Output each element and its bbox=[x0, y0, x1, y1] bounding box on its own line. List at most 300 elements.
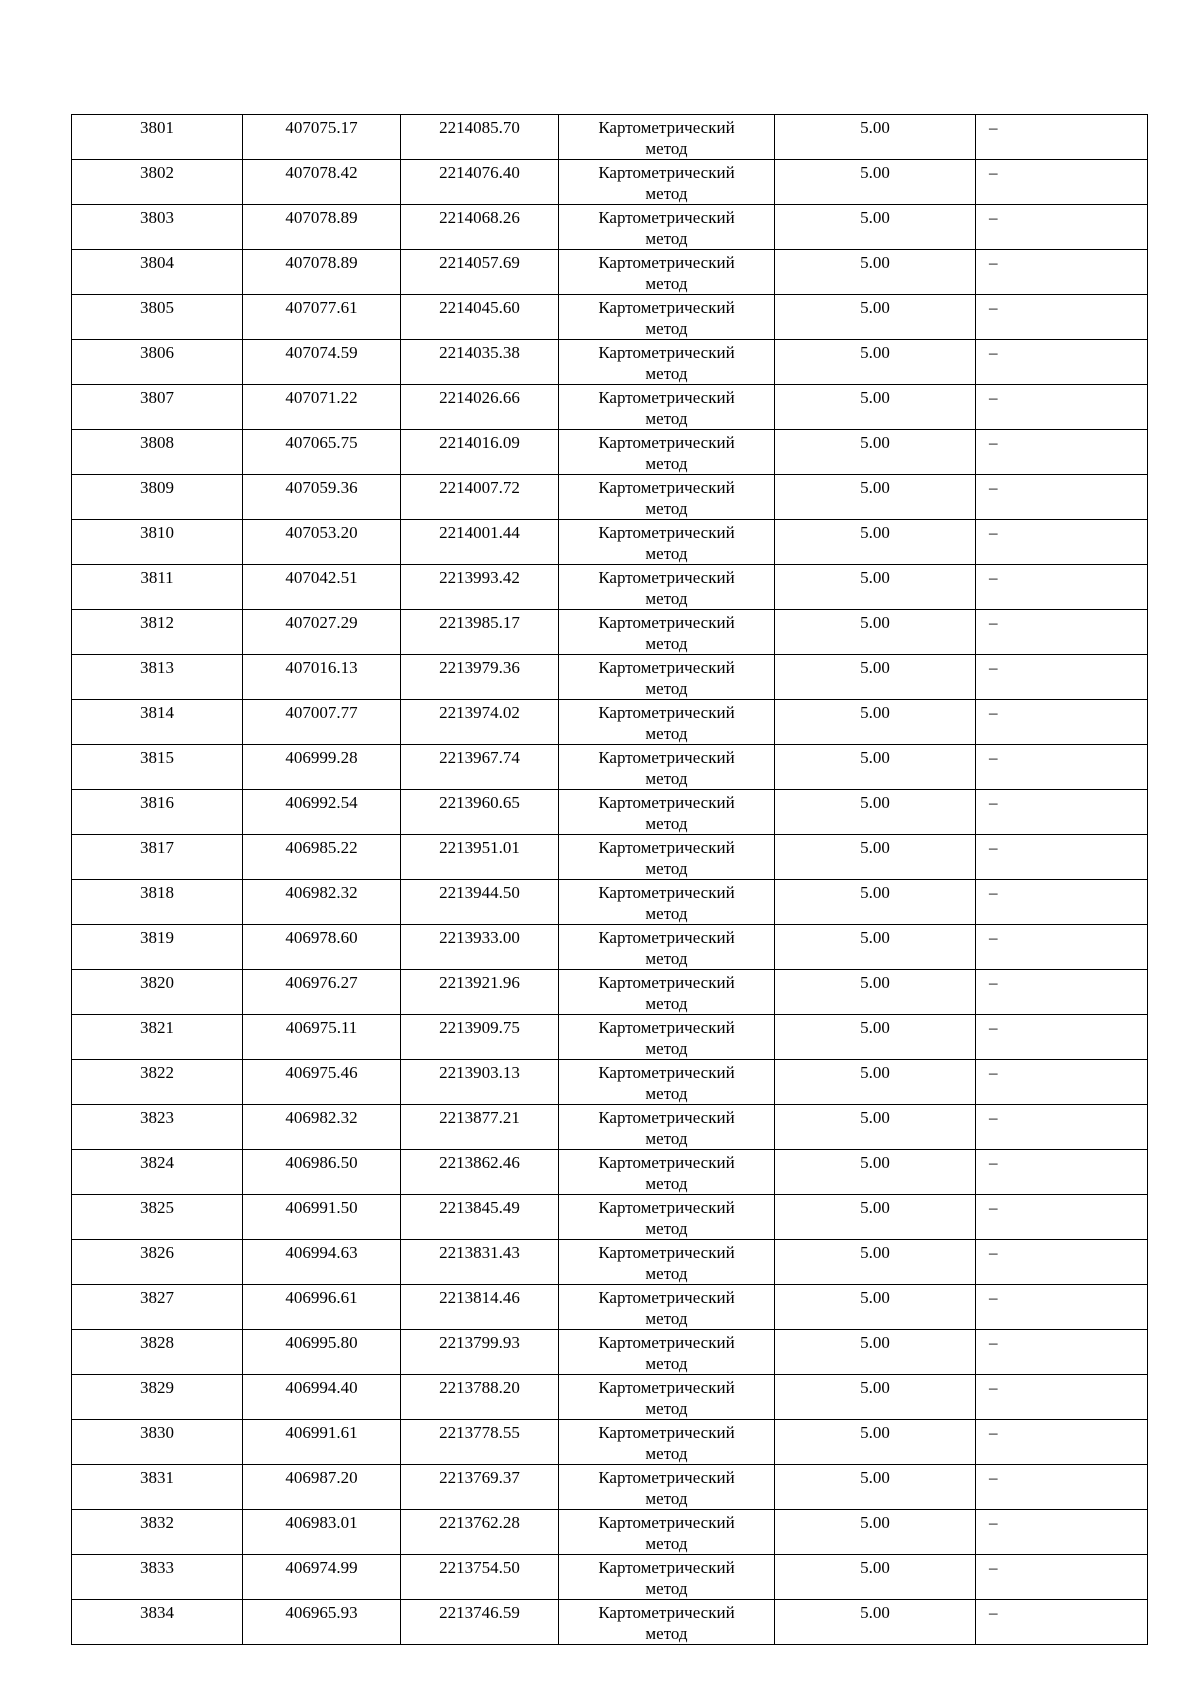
point-number-cell: 3821 bbox=[72, 1015, 243, 1060]
point-number-cell: 3806 bbox=[72, 340, 243, 385]
x-coordinate-cell: 407078.89 bbox=[243, 205, 401, 250]
note-cell: – bbox=[976, 1060, 1148, 1105]
method-cell bbox=[559, 1600, 775, 1645]
table-row bbox=[72, 205, 1148, 250]
accuracy-cell: 5.00 bbox=[775, 1420, 976, 1465]
x-coordinate-cell: 407071.22 bbox=[243, 385, 401, 430]
y-coordinate-cell: 2214007.72 bbox=[401, 475, 559, 520]
y-coordinate-cell: 2213845.49 bbox=[401, 1195, 559, 1240]
x-coordinate-cell: 407007.77 bbox=[243, 700, 401, 745]
accuracy-cell: 5.00 bbox=[775, 790, 976, 835]
note-cell: – bbox=[976, 1420, 1148, 1465]
y-coordinate-cell: 2213754.50 bbox=[401, 1555, 559, 1600]
y-coordinate-cell: 2214076.40 bbox=[401, 160, 559, 205]
point-number-cell: 3813 bbox=[72, 655, 243, 700]
method-cell bbox=[559, 1510, 775, 1555]
method-cell bbox=[559, 1285, 775, 1330]
y-coordinate-cell: 2214001.44 bbox=[401, 520, 559, 565]
point-number-cell: 3827 bbox=[72, 1285, 243, 1330]
x-coordinate-cell: 406983.01 bbox=[243, 1510, 401, 1555]
method-cell bbox=[559, 1420, 775, 1465]
method-line-2: метод bbox=[645, 409, 688, 428]
method-line-2: метод bbox=[645, 1354, 688, 1373]
note-cell: – bbox=[976, 250, 1148, 295]
note-cell: – bbox=[976, 1015, 1148, 1060]
method-line-1: Картометрический bbox=[598, 1018, 735, 1037]
accuracy-cell: 5.00 bbox=[775, 475, 976, 520]
note-cell: – bbox=[976, 115, 1148, 160]
x-coordinate-cell: 406976.27 bbox=[243, 970, 401, 1015]
method-line-2: метод bbox=[645, 1399, 688, 1418]
table-row bbox=[72, 1465, 1148, 1510]
note-cell: – bbox=[976, 1285, 1148, 1330]
method-line-1: Картометрический bbox=[598, 1558, 735, 1577]
accuracy-cell: 5.00 bbox=[775, 1195, 976, 1240]
method-cell bbox=[559, 340, 775, 385]
method-line-1: Картометрический bbox=[598, 1468, 735, 1487]
method-cell bbox=[559, 475, 775, 520]
x-coordinate-cell: 407027.29 bbox=[243, 610, 401, 655]
accuracy-cell: 5.00 bbox=[775, 295, 976, 340]
method-line-2: метод bbox=[645, 949, 688, 968]
point-number-cell: 3829 bbox=[72, 1375, 243, 1420]
y-coordinate-cell: 2213746.59 bbox=[401, 1600, 559, 1645]
table-row bbox=[72, 115, 1148, 160]
point-number-cell: 3818 bbox=[72, 880, 243, 925]
x-coordinate-cell: 407074.59 bbox=[243, 340, 401, 385]
x-coordinate-cell: 406965.93 bbox=[243, 1600, 401, 1645]
y-coordinate-cell: 2213993.42 bbox=[401, 565, 559, 610]
x-coordinate-cell: 406986.50 bbox=[243, 1150, 401, 1195]
accuracy-cell: 5.00 bbox=[775, 1375, 976, 1420]
method-line-2: метод bbox=[645, 544, 688, 563]
method-line-1: Картометрический bbox=[598, 433, 735, 452]
table-row bbox=[72, 880, 1148, 925]
table-body bbox=[72, 115, 1148, 1645]
note-cell: – bbox=[976, 1330, 1148, 1375]
method-line-1: Картометрический bbox=[598, 1063, 735, 1082]
method-line-1: Картометрический bbox=[598, 1603, 735, 1622]
note-cell: – bbox=[976, 1465, 1148, 1510]
note-cell: – bbox=[976, 835, 1148, 880]
note-cell: – bbox=[976, 1105, 1148, 1150]
method-line-1: Картометрический bbox=[598, 748, 735, 767]
method-cell bbox=[559, 1240, 775, 1285]
accuracy-cell: 5.00 bbox=[775, 115, 976, 160]
method-cell bbox=[559, 1150, 775, 1195]
x-coordinate-cell: 407078.89 bbox=[243, 250, 401, 295]
table-row bbox=[72, 700, 1148, 745]
x-coordinate-cell: 407059.36 bbox=[243, 475, 401, 520]
point-number-cell: 3830 bbox=[72, 1420, 243, 1465]
method-line-2: метод bbox=[645, 319, 688, 338]
method-line-2: метод bbox=[645, 1534, 688, 1553]
point-number-cell: 3826 bbox=[72, 1240, 243, 1285]
y-coordinate-cell: 2213951.01 bbox=[401, 835, 559, 880]
note-cell: – bbox=[976, 385, 1148, 430]
method-line-2: метод bbox=[645, 139, 688, 158]
point-number-cell: 3803 bbox=[72, 205, 243, 250]
y-coordinate-cell: 2213799.93 bbox=[401, 1330, 559, 1375]
y-coordinate-cell: 2213909.75 bbox=[401, 1015, 559, 1060]
method-cell bbox=[559, 205, 775, 250]
accuracy-cell: 5.00 bbox=[775, 745, 976, 790]
note-cell: – bbox=[976, 205, 1148, 250]
table-row bbox=[72, 1285, 1148, 1330]
method-line-2: метод bbox=[645, 229, 688, 248]
x-coordinate-cell: 407075.17 bbox=[243, 115, 401, 160]
y-coordinate-cell: 2213967.74 bbox=[401, 745, 559, 790]
note-cell: – bbox=[976, 520, 1148, 565]
x-coordinate-cell: 406974.99 bbox=[243, 1555, 401, 1600]
accuracy-cell: 5.00 bbox=[775, 1465, 976, 1510]
point-number-cell: 3804 bbox=[72, 250, 243, 295]
point-number-cell: 3816 bbox=[72, 790, 243, 835]
method-cell bbox=[559, 880, 775, 925]
y-coordinate-cell: 2214035.38 bbox=[401, 340, 559, 385]
x-coordinate-cell: 407065.75 bbox=[243, 430, 401, 475]
accuracy-cell: 5.00 bbox=[775, 835, 976, 880]
method-line-1: Картометрический bbox=[598, 343, 735, 362]
accuracy-cell: 5.00 bbox=[775, 655, 976, 700]
x-coordinate-cell: 406975.11 bbox=[243, 1015, 401, 1060]
accuracy-cell: 5.00 bbox=[775, 970, 976, 1015]
method-cell bbox=[559, 1330, 775, 1375]
method-line-1: Картометрический bbox=[598, 1198, 735, 1217]
x-coordinate-cell: 406975.46 bbox=[243, 1060, 401, 1105]
note-cell: – bbox=[976, 700, 1148, 745]
note-cell: – bbox=[976, 880, 1148, 925]
accuracy-cell: 5.00 bbox=[775, 205, 976, 250]
point-number-cell: 3815 bbox=[72, 745, 243, 790]
table-row bbox=[72, 1060, 1148, 1105]
table-row bbox=[72, 1150, 1148, 1195]
x-coordinate-cell: 406982.32 bbox=[243, 1105, 401, 1150]
method-line-2: метод bbox=[645, 814, 688, 833]
method-cell bbox=[559, 1105, 775, 1150]
accuracy-cell: 5.00 bbox=[775, 610, 976, 655]
table-row bbox=[72, 745, 1148, 790]
table-row bbox=[72, 1420, 1148, 1465]
y-coordinate-cell: 2213831.43 bbox=[401, 1240, 559, 1285]
method-line-1: Картометрический bbox=[598, 118, 735, 137]
y-coordinate-cell: 2213903.13 bbox=[401, 1060, 559, 1105]
accuracy-cell: 5.00 bbox=[775, 1240, 976, 1285]
table-row bbox=[72, 1195, 1148, 1240]
accuracy-cell: 5.00 bbox=[775, 1510, 976, 1555]
table-row bbox=[72, 340, 1148, 385]
method-line-1: Картометрический bbox=[598, 973, 735, 992]
x-coordinate-cell: 407053.20 bbox=[243, 520, 401, 565]
method-line-1: Картометрический bbox=[598, 253, 735, 272]
method-cell bbox=[559, 655, 775, 700]
accuracy-cell: 5.00 bbox=[775, 925, 976, 970]
method-line-1: Картометрический bbox=[598, 208, 735, 227]
method-cell bbox=[559, 745, 775, 790]
y-coordinate-cell: 2213788.20 bbox=[401, 1375, 559, 1420]
table-row bbox=[72, 520, 1148, 565]
point-number-cell: 3823 bbox=[72, 1105, 243, 1150]
note-cell: – bbox=[976, 430, 1148, 475]
method-line-2: метод bbox=[645, 1444, 688, 1463]
point-number-cell: 3808 bbox=[72, 430, 243, 475]
method-line-1: Картометрический bbox=[598, 523, 735, 542]
point-number-cell: 3819 bbox=[72, 925, 243, 970]
y-coordinate-cell: 2214026.66 bbox=[401, 385, 559, 430]
method-line-1: Картометрический bbox=[598, 793, 735, 812]
y-coordinate-cell: 2213960.65 bbox=[401, 790, 559, 835]
point-number-cell: 3832 bbox=[72, 1510, 243, 1555]
x-coordinate-cell: 406994.63 bbox=[243, 1240, 401, 1285]
point-number-cell: 3809 bbox=[72, 475, 243, 520]
accuracy-cell: 5.00 bbox=[775, 565, 976, 610]
point-number-cell: 3833 bbox=[72, 1555, 243, 1600]
accuracy-cell: 5.00 bbox=[775, 1555, 976, 1600]
x-coordinate-cell: 406994.40 bbox=[243, 1375, 401, 1420]
table-row bbox=[72, 925, 1148, 970]
note-cell: – bbox=[976, 790, 1148, 835]
point-number-cell: 3812 bbox=[72, 610, 243, 655]
method-cell bbox=[559, 1555, 775, 1600]
note-cell: – bbox=[976, 1375, 1148, 1420]
y-coordinate-cell: 2214057.69 bbox=[401, 250, 559, 295]
y-coordinate-cell: 2214085.70 bbox=[401, 115, 559, 160]
accuracy-cell: 5.00 bbox=[775, 1060, 976, 1105]
method-line-2: метод bbox=[645, 184, 688, 203]
point-number-cell: 3810 bbox=[72, 520, 243, 565]
method-cell bbox=[559, 610, 775, 655]
y-coordinate-cell: 2213778.55 bbox=[401, 1420, 559, 1465]
point-number-cell: 3814 bbox=[72, 700, 243, 745]
method-line-2: метод bbox=[645, 454, 688, 473]
note-cell: – bbox=[976, 1150, 1148, 1195]
method-line-2: метод bbox=[645, 1264, 688, 1283]
accuracy-cell: 5.00 bbox=[775, 250, 976, 295]
point-number-cell: 3824 bbox=[72, 1150, 243, 1195]
y-coordinate-cell: 2213985.17 bbox=[401, 610, 559, 655]
table-row bbox=[72, 1600, 1148, 1645]
note-cell: – bbox=[976, 970, 1148, 1015]
point-number-cell: 3817 bbox=[72, 835, 243, 880]
x-coordinate-cell: 406992.54 bbox=[243, 790, 401, 835]
method-cell bbox=[559, 115, 775, 160]
method-line-1: Картометрический bbox=[598, 658, 735, 677]
y-coordinate-cell: 2213862.46 bbox=[401, 1150, 559, 1195]
method-line-2: метод bbox=[645, 769, 688, 788]
point-number-cell: 3828 bbox=[72, 1330, 243, 1375]
method-line-2: метод bbox=[645, 724, 688, 743]
method-cell bbox=[559, 835, 775, 880]
note-cell: – bbox=[976, 1240, 1148, 1285]
method-line-2: метод bbox=[645, 1309, 688, 1328]
method-line-1: Картометрический bbox=[598, 1333, 735, 1352]
method-line-2: метод bbox=[645, 1579, 688, 1598]
method-cell bbox=[559, 1015, 775, 1060]
table-row bbox=[72, 1240, 1148, 1285]
method-line-2: метод bbox=[645, 274, 688, 293]
note-cell: – bbox=[976, 655, 1148, 700]
note-cell: – bbox=[976, 160, 1148, 205]
method-line-1: Картометрический bbox=[598, 478, 735, 497]
x-coordinate-cell: 407016.13 bbox=[243, 655, 401, 700]
method-cell bbox=[559, 970, 775, 1015]
note-cell: – bbox=[976, 925, 1148, 970]
coordinates-table bbox=[71, 114, 1148, 1645]
x-coordinate-cell: 407042.51 bbox=[243, 565, 401, 610]
note-cell: – bbox=[976, 295, 1148, 340]
accuracy-cell: 5.00 bbox=[775, 1330, 976, 1375]
method-line-1: Картометрический bbox=[598, 298, 735, 317]
accuracy-cell: 5.00 bbox=[775, 1105, 976, 1150]
accuracy-cell: 5.00 bbox=[775, 1285, 976, 1330]
method-line-1: Картометрический bbox=[598, 1513, 735, 1532]
x-coordinate-cell: 406991.61 bbox=[243, 1420, 401, 1465]
note-cell: – bbox=[976, 1555, 1148, 1600]
y-coordinate-cell: 2213974.02 bbox=[401, 700, 559, 745]
note-cell: – bbox=[976, 1195, 1148, 1240]
table-row bbox=[72, 1330, 1148, 1375]
point-number-cell: 3802 bbox=[72, 160, 243, 205]
point-number-cell: 3805 bbox=[72, 295, 243, 340]
method-line-2: метод bbox=[645, 994, 688, 1013]
method-line-2: метод bbox=[645, 499, 688, 518]
method-cell bbox=[559, 1195, 775, 1240]
accuracy-cell: 5.00 bbox=[775, 1150, 976, 1195]
point-number-cell: 3834 bbox=[72, 1600, 243, 1645]
method-cell bbox=[559, 565, 775, 610]
table-row bbox=[72, 430, 1148, 475]
point-number-cell: 3801 bbox=[72, 115, 243, 160]
point-number-cell: 3822 bbox=[72, 1060, 243, 1105]
x-coordinate-cell: 406999.28 bbox=[243, 745, 401, 790]
method-cell bbox=[559, 520, 775, 565]
accuracy-cell: 5.00 bbox=[775, 340, 976, 385]
method-line-2: метод bbox=[645, 634, 688, 653]
table-row bbox=[72, 655, 1148, 700]
note-cell: – bbox=[976, 1510, 1148, 1555]
accuracy-cell: 5.00 bbox=[775, 1600, 976, 1645]
method-line-2: метод bbox=[645, 1489, 688, 1508]
method-cell bbox=[559, 430, 775, 475]
method-line-1: Картометрический bbox=[598, 163, 735, 182]
method-cell bbox=[559, 385, 775, 430]
table-row bbox=[72, 835, 1148, 880]
method-cell bbox=[559, 1375, 775, 1420]
method-line-2: метод bbox=[645, 859, 688, 878]
method-line-2: метод bbox=[645, 1174, 688, 1193]
table-row bbox=[72, 1510, 1148, 1555]
method-line-1: Картометрический bbox=[598, 1108, 735, 1127]
method-line-2: метод bbox=[645, 1039, 688, 1058]
method-line-1: Картометрический bbox=[598, 883, 735, 902]
table-row bbox=[72, 1015, 1148, 1060]
x-coordinate-cell: 406978.60 bbox=[243, 925, 401, 970]
method-line-1: Картометрический bbox=[598, 568, 735, 587]
method-line-2: метод bbox=[645, 1129, 688, 1148]
accuracy-cell: 5.00 bbox=[775, 385, 976, 430]
method-cell bbox=[559, 1060, 775, 1105]
x-coordinate-cell: 406995.80 bbox=[243, 1330, 401, 1375]
method-cell bbox=[559, 160, 775, 205]
method-line-1: Картометрический bbox=[598, 1153, 735, 1172]
table-row bbox=[72, 160, 1148, 205]
accuracy-cell: 5.00 bbox=[775, 430, 976, 475]
note-cell: – bbox=[976, 610, 1148, 655]
method-cell bbox=[559, 700, 775, 745]
method-line-1: Картометрический bbox=[598, 1288, 735, 1307]
note-cell: – bbox=[976, 1600, 1148, 1645]
point-number-cell: 3831 bbox=[72, 1465, 243, 1510]
point-number-cell: 3825 bbox=[72, 1195, 243, 1240]
method-cell bbox=[559, 925, 775, 970]
y-coordinate-cell: 2213979.36 bbox=[401, 655, 559, 700]
method-cell bbox=[559, 250, 775, 295]
x-coordinate-cell: 406991.50 bbox=[243, 1195, 401, 1240]
y-coordinate-cell: 2213769.37 bbox=[401, 1465, 559, 1510]
y-coordinate-cell: 2214016.09 bbox=[401, 430, 559, 475]
method-line-2: метод bbox=[645, 1624, 688, 1643]
table-row bbox=[72, 610, 1148, 655]
method-line-2: метод bbox=[645, 1219, 688, 1238]
table-row bbox=[72, 565, 1148, 610]
table-row bbox=[72, 970, 1148, 1015]
x-coordinate-cell: 406982.32 bbox=[243, 880, 401, 925]
method-line-2: метод bbox=[645, 1084, 688, 1103]
x-coordinate-cell: 406987.20 bbox=[243, 1465, 401, 1510]
note-cell: – bbox=[976, 340, 1148, 385]
method-line-1: Картометрический bbox=[598, 388, 735, 407]
table-row bbox=[72, 475, 1148, 520]
accuracy-cell: 5.00 bbox=[775, 520, 976, 565]
note-cell: – bbox=[976, 565, 1148, 610]
x-coordinate-cell: 407078.42 bbox=[243, 160, 401, 205]
method-line-1: Картометрический bbox=[598, 703, 735, 722]
table-row bbox=[72, 1105, 1148, 1150]
accuracy-cell: 5.00 bbox=[775, 880, 976, 925]
y-coordinate-cell: 2213877.21 bbox=[401, 1105, 559, 1150]
accuracy-cell: 5.00 bbox=[775, 700, 976, 745]
method-line-2: метод bbox=[645, 904, 688, 923]
table-row bbox=[72, 385, 1148, 430]
y-coordinate-cell: 2214068.26 bbox=[401, 205, 559, 250]
y-coordinate-cell: 2213814.46 bbox=[401, 1285, 559, 1330]
table-row bbox=[72, 250, 1148, 295]
method-line-1: Картометрический bbox=[598, 1378, 735, 1397]
accuracy-cell: 5.00 bbox=[775, 160, 976, 205]
method-cell bbox=[559, 1465, 775, 1510]
table-row bbox=[72, 1375, 1148, 1420]
y-coordinate-cell: 2213933.00 bbox=[401, 925, 559, 970]
method-cell bbox=[559, 295, 775, 340]
method-line-1: Картометрический bbox=[598, 613, 735, 632]
method-line-1: Картометрический bbox=[598, 928, 735, 947]
accuracy-cell: 5.00 bbox=[775, 1015, 976, 1060]
table-row bbox=[72, 295, 1148, 340]
method-line-1: Картометрический bbox=[598, 838, 735, 857]
method-line-2: метод bbox=[645, 679, 688, 698]
note-cell: – bbox=[976, 745, 1148, 790]
point-number-cell: 3820 bbox=[72, 970, 243, 1015]
note-cell: – bbox=[976, 475, 1148, 520]
point-number-cell: 3807 bbox=[72, 385, 243, 430]
method-line-1: Картометрический bbox=[598, 1423, 735, 1442]
table-row bbox=[72, 790, 1148, 835]
y-coordinate-cell: 2213762.28 bbox=[401, 1510, 559, 1555]
x-coordinate-cell: 406996.61 bbox=[243, 1285, 401, 1330]
method-line-1: Картометрический bbox=[598, 1243, 735, 1262]
y-coordinate-cell: 2213944.50 bbox=[401, 880, 559, 925]
method-line-2: метод bbox=[645, 589, 688, 608]
